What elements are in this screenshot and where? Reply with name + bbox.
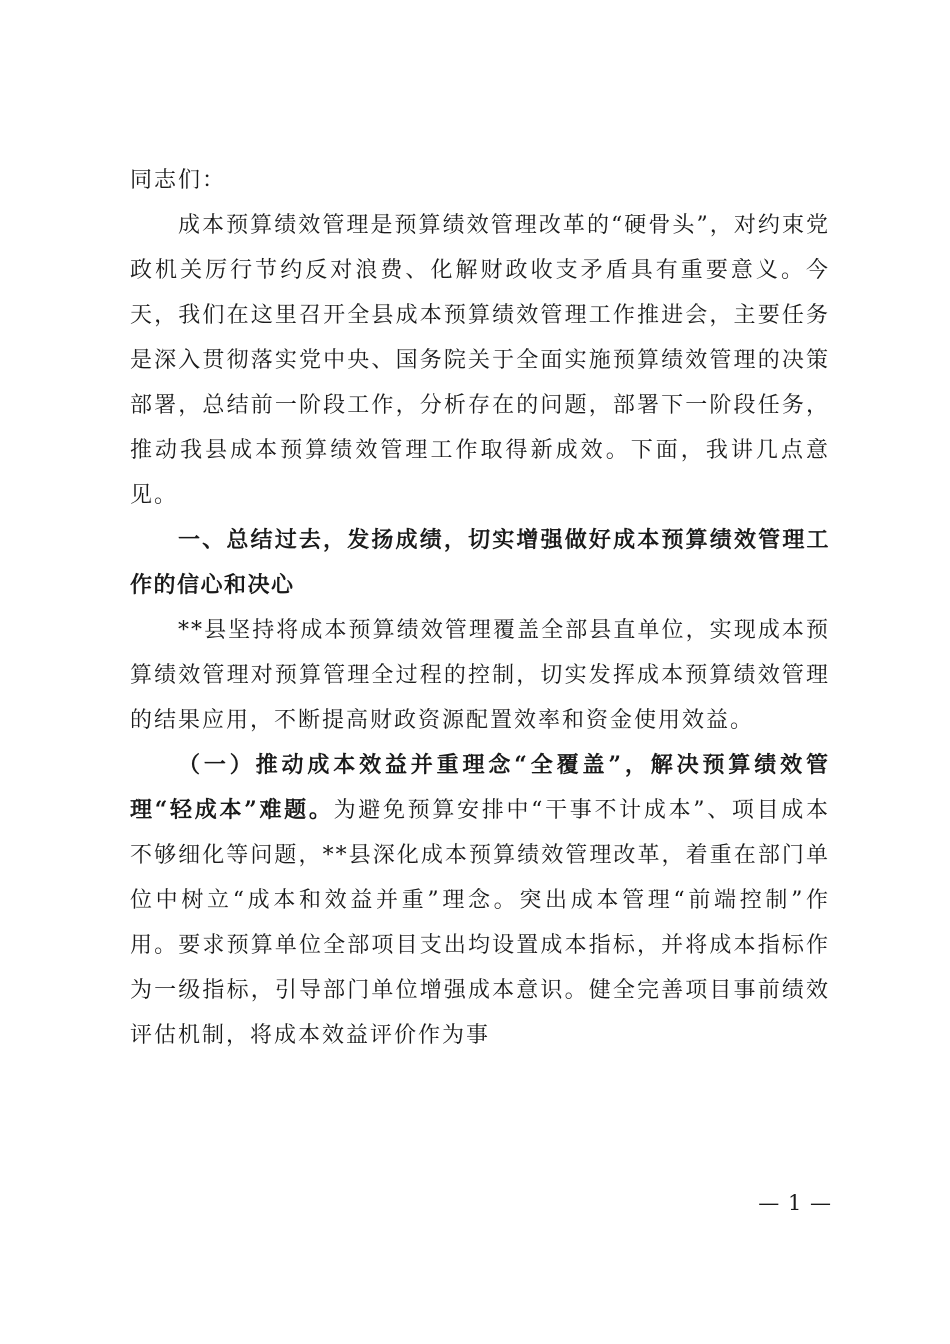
document-body [130, 158, 830, 1058]
section-heading: 一、总结过去，发扬成绩，切实增强做好成本预算绩效管理工作的信心和决心 [130, 528, 830, 598]
subsection-body: 为避免预算安排中“干事不计成本”、项目成本不够细化等问题，**县深化成本预算绩效管理改革，着重在部门单位中树立“成本和效益并重”理念。突出成本管理“前端控制”作用。要求预算单位全部项目支出均设置成本指标，并将成本指标作为一级指标，引导部门单位增强成本意识。健全完善项目事前绩效评估机制，将成本效益评价作为事 [130, 798, 830, 1048]
subsection-paragraph [130, 743, 830, 1058]
subsection-heading: （一）推动成本效益并重理念“全覆盖”，解决预算绩效管理“轻成本”难题。 [130, 752, 830, 823]
greeting: 同志们： [130, 168, 227, 193]
intro-paragraph: 成本预算绩效管理是预算绩效管理改革的“硬骨头”，对约束党政机关厉行节约反对浪费、化解财政收支矛盾具有重要意义。今天，我们在这里召开全县成本预算绩效管理工作推进会，主要任务是深入贯彻落实党中央、国务院关于全面实施预算绩效管理的决策部署，总结前一阶段工作，分析存在的问题，部署下一阶段任务，推动我县成本预算绩效管理工作取得新成效。下面，我讲几点意见。 [130, 213, 830, 508]
section-paragraph: **县坚持将成本预算绩效管理覆盖全部县直单位，实现成本预算绩效管理对预算管理全过程的控制，切实发挥成本预算绩效管理的结果应用，不断提高财政资源配置效率和资金使用效益。 [130, 618, 830, 733]
page-number: — 1 — [758, 1191, 832, 1215]
